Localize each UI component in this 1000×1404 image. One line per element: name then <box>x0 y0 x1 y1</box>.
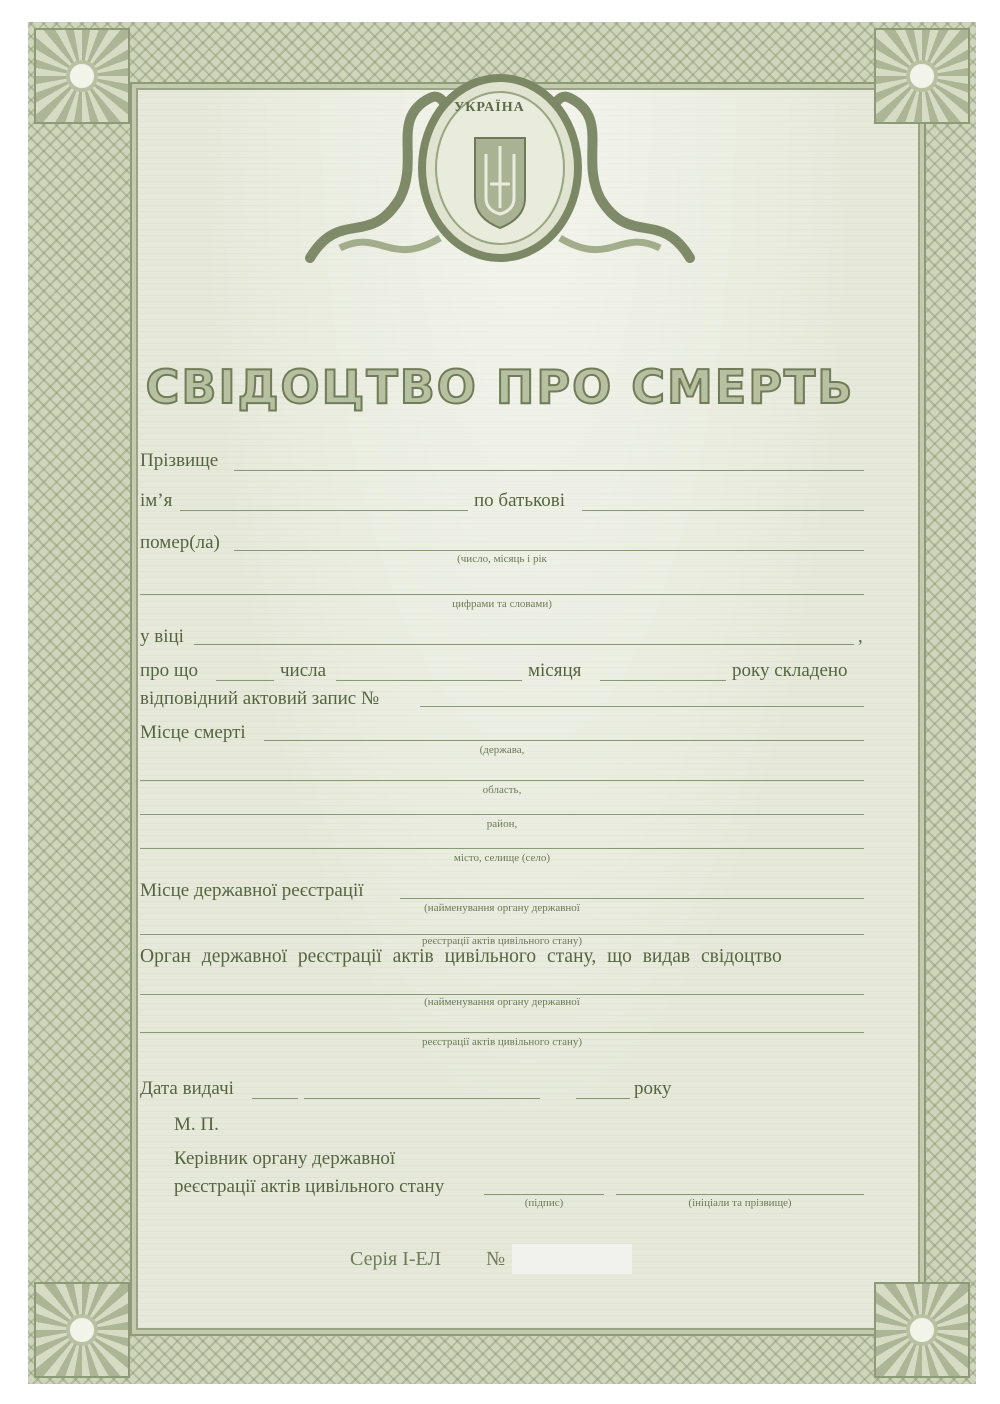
death-date-hint: (число, місяць і рік <box>457 553 547 565</box>
surname-field[interactable] <box>234 470 864 471</box>
age-field[interactable] <box>194 644 854 645</box>
corner-ornament-top-right <box>874 28 970 124</box>
about-label: про що <box>140 660 199 681</box>
series-label: Серія І-ЕЛ <box>350 1248 442 1270</box>
issue-month-field[interactable] <box>304 1098 540 1099</box>
corner-ornament-bottom-right <box>874 1282 970 1378</box>
death-date-words-field[interactable] <box>140 594 864 595</box>
record-day-field[interactable] <box>216 680 274 681</box>
issue-year-field[interactable] <box>576 1098 630 1099</box>
state-emblem <box>300 58 700 278</box>
death-date-field[interactable] <box>234 550 864 551</box>
country-hint: (держава, <box>479 744 525 756</box>
signature-field[interactable] <box>484 1194 604 1195</box>
name-label: ім’я <box>140 490 173 511</box>
name-field[interactable] <box>180 510 468 511</box>
initials-hint: (ініціали та прізвище) <box>688 1197 792 1209</box>
issue-date-label: Дата видачі <box>140 1078 234 1099</box>
issuing-org-hint: (найменування органу державної <box>424 996 580 1008</box>
age-label: у віці <box>140 626 184 647</box>
number-sign: № <box>486 1248 506 1270</box>
head-label-2: реєстрації актів цивільного стану <box>174 1176 445 1197</box>
record-number-field[interactable] <box>420 706 864 707</box>
region-hint: область, <box>482 784 522 796</box>
document-title: СВІДОЦТВО ПРО СМЕРТЬ <box>145 360 855 414</box>
district-hint: район, <box>486 818 518 830</box>
surname-label: Прізвище <box>140 450 219 471</box>
head-label-1: Керівник органу державної <box>174 1148 396 1169</box>
registration-org-hint: (найменування органу державної <box>424 902 580 914</box>
initials-field[interactable] <box>616 1194 864 1195</box>
died-label: помер(ла) <box>140 532 220 553</box>
age-comma: , <box>858 626 863 647</box>
issuing-org-field[interactable] <box>140 994 864 995</box>
redacted-number <box>512 1244 632 1274</box>
issue-year-label: року <box>634 1078 672 1099</box>
signature-hint: (підпис) <box>524 1197 564 1209</box>
issuing-org-hint-2: реєстрації актів цивільного стану) <box>421 1036 583 1048</box>
death-city-field[interactable] <box>140 848 864 849</box>
city-hint: місто, селище (село) <box>453 852 551 864</box>
death-country-field[interactable] <box>264 740 864 741</box>
year-made-label: року складено <box>732 660 848 681</box>
seal-mark: М. П. <box>174 1114 219 1135</box>
patronymic-field[interactable] <box>582 510 864 511</box>
registration-org-hint-2: реєстрації актів цивільного стану) <box>421 935 583 947</box>
death-region-field[interactable] <box>140 780 864 781</box>
record-year-field[interactable] <box>600 680 726 681</box>
corner-ornament-top-left <box>34 28 130 124</box>
issue-day-field[interactable] <box>252 1098 298 1099</box>
death-district-field[interactable] <box>140 814 864 815</box>
record-month-field[interactable] <box>336 680 522 681</box>
month-label: місяця <box>528 660 582 681</box>
death-date-words-hint: цифрами та словами) <box>452 598 552 610</box>
patronymic-label: по батькові <box>474 490 566 511</box>
place-of-death-label: Місце смерті <box>140 722 246 743</box>
record-label: відповідний актовий запис № <box>140 688 380 709</box>
corner-ornament-bottom-left <box>34 1282 130 1378</box>
registration-place-field[interactable] <box>400 898 864 899</box>
place-of-registration-label: Місце державної реєстрації <box>140 880 364 901</box>
issuing-org-field-2[interactable] <box>140 1032 864 1033</box>
issuing-org-label: Орган державної реєстрації актів цивільного стану, що видав свідоцтво <box>140 946 782 967</box>
day-label: числа <box>280 660 327 681</box>
country-name: УКРАЇНА <box>454 100 525 115</box>
